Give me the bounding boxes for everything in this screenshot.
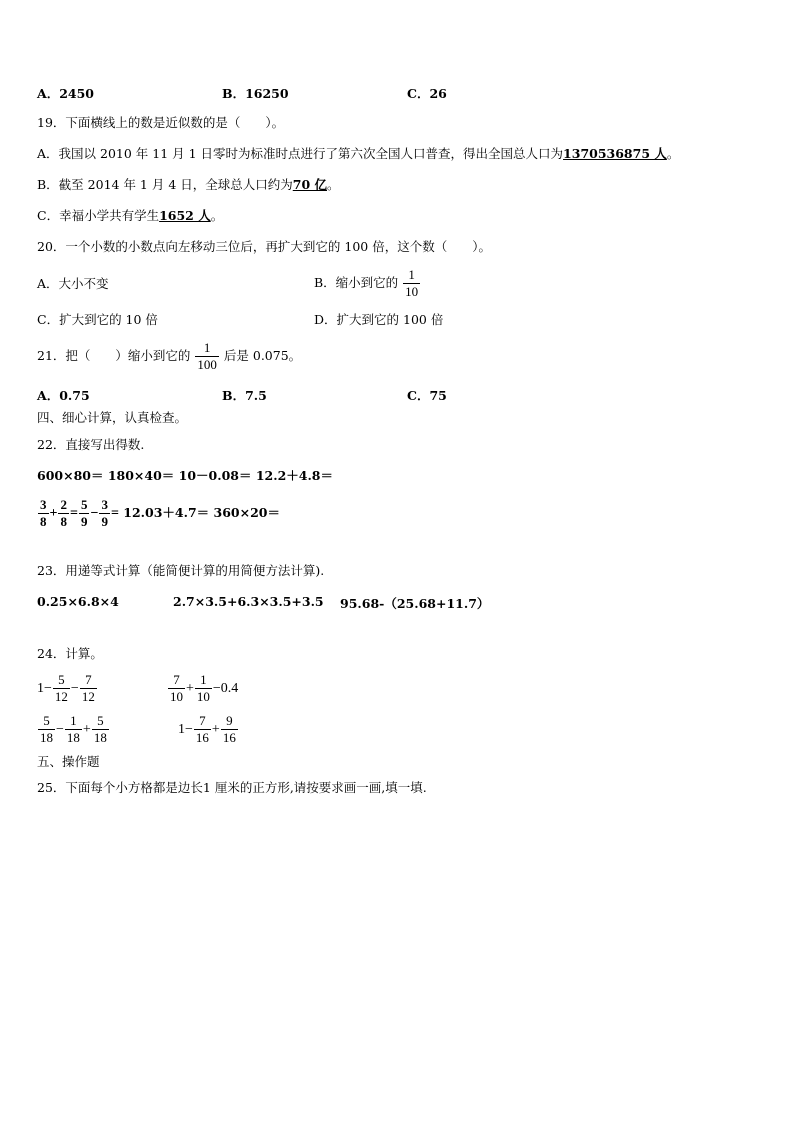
q18-option-c: C．26 bbox=[407, 86, 447, 101]
equals-sign: = bbox=[110, 506, 119, 521]
fraction bbox=[53, 673, 70, 704]
fraction-numerator: 1 bbox=[70, 713, 77, 728]
fraction-numerator: 7 bbox=[199, 713, 206, 728]
q20-option-d: D．扩大到它的 100 倍 bbox=[314, 312, 444, 327]
q22-fraction-3 bbox=[79, 498, 90, 529]
fraction-numerator: 3 bbox=[40, 497, 47, 512]
fraction-denominator: 8 bbox=[60, 514, 67, 529]
q18-option-a: A．2450 bbox=[37, 86, 94, 101]
q22-row-2 bbox=[37, 496, 280, 531]
q19-b-underlined: 70 亿 bbox=[292, 177, 327, 192]
q18-option-b: B．16250 bbox=[222, 86, 289, 101]
operator: − bbox=[70, 681, 79, 696]
q20-option-a: A．大小不变 bbox=[37, 276, 109, 291]
fraction-numerator: 7 bbox=[173, 672, 180, 687]
section-5-heading: 五、操作题 bbox=[37, 754, 100, 769]
section-4-heading: 四、细心计算，认真检查。 bbox=[37, 410, 188, 425]
q24-expression-2 bbox=[167, 671, 238, 706]
q19-option-c bbox=[37, 208, 223, 224]
fraction-numerator: 1 bbox=[200, 672, 207, 687]
operator: + bbox=[186, 681, 194, 696]
expression-tail: −0.4 bbox=[212, 681, 239, 696]
fraction bbox=[65, 714, 82, 745]
fraction-denominator: 9 bbox=[101, 514, 108, 529]
q24-stem: 24．计算。 bbox=[37, 646, 103, 661]
q22-fraction-1 bbox=[38, 498, 49, 529]
fraction-numerator: 3 bbox=[101, 497, 108, 512]
q20-stem: 20．一个小数的小数点向左移动三位后，再扩大到它的 100 倍，这个数（ ）。 bbox=[37, 239, 491, 254]
fraction-denominator: 18 bbox=[40, 730, 53, 745]
expression-lead: 1− bbox=[178, 722, 193, 737]
q22-fraction-2 bbox=[58, 498, 69, 529]
q20-b-text: B．缩小到它的 bbox=[314, 275, 399, 290]
q19-option-a bbox=[37, 146, 679, 162]
q22-fraction-4 bbox=[99, 498, 110, 529]
q22-row-2-rest: 12.03＋4.7＝ 360×20＝ bbox=[118, 505, 280, 520]
fraction bbox=[195, 673, 212, 704]
fraction bbox=[221, 714, 238, 745]
q23-expression-2: 2.7×3.5+6.3×3.5+3.5 bbox=[173, 594, 324, 609]
q24-expression-1 bbox=[37, 671, 98, 706]
operator: + bbox=[82, 722, 91, 737]
q19-a-end: 。 bbox=[666, 146, 680, 161]
plus-sign: + bbox=[49, 506, 58, 521]
fraction-numerator: 5 bbox=[43, 713, 50, 728]
fraction-numerator: 1 bbox=[203, 340, 211, 355]
fraction-denominator: 18 bbox=[93, 730, 107, 745]
q19-b-text: B．截至 2014 年 1 月 4 日，全球总人口约为 bbox=[37, 177, 293, 192]
q19-option-b bbox=[37, 177, 340, 193]
q23-expression-1: 0.25×6.8×4 bbox=[37, 594, 119, 609]
q23-expression-3: 95.68-（25.68+11.7） bbox=[340, 596, 490, 611]
q20-option-c: C．扩大到它的 10 倍 bbox=[37, 312, 158, 327]
q23-stem: 23．用递等式计算（能简便计算的用简便方法计算). bbox=[37, 563, 325, 578]
fraction-denominator: 18 bbox=[66, 730, 80, 745]
operator: + bbox=[211, 722, 220, 737]
q19-c-end: 。 bbox=[210, 208, 224, 223]
q21-option-b: B．7.5 bbox=[222, 388, 267, 403]
q19-b-end: 。 bbox=[327, 177, 340, 192]
fraction-denominator: 100 bbox=[197, 357, 217, 372]
fraction bbox=[168, 673, 185, 704]
operator: − bbox=[56, 722, 64, 737]
q21-text-before: 21．把（ ）缩小到它的 bbox=[37, 348, 191, 363]
q21-fraction bbox=[195, 341, 219, 372]
q19-c-underlined: 1652 人 bbox=[159, 208, 211, 223]
q21-text-after: 后是 0.075。 bbox=[223, 348, 302, 363]
q24-expression-3 bbox=[37, 712, 110, 747]
fraction-denominator: 10 bbox=[405, 284, 419, 299]
q19-stem: 19．下面横线上的数是近似数的是（ ）。 bbox=[37, 115, 285, 130]
q19-c-text: C．幸福小学共有学生 bbox=[37, 208, 160, 223]
fraction-numerator: 7 bbox=[85, 672, 92, 687]
minus-sign: − bbox=[90, 506, 99, 521]
q24-expression-4 bbox=[178, 712, 239, 747]
q22-stem: 22．直接写出得数. bbox=[37, 437, 145, 452]
fraction-numerator: 5 bbox=[80, 497, 88, 512]
fraction bbox=[80, 673, 97, 704]
fraction-denominator: 16 bbox=[222, 730, 236, 745]
fraction-denominator: 10 bbox=[196, 689, 210, 704]
fraction-denominator: 10 bbox=[170, 689, 183, 704]
fraction-numerator: 5 bbox=[97, 713, 104, 728]
expression-lead: 1− bbox=[37, 681, 52, 696]
fraction-denominator: 12 bbox=[81, 689, 95, 704]
fraction bbox=[38, 714, 55, 745]
fraction-denominator: 12 bbox=[54, 689, 68, 704]
fraction-numerator: 9 bbox=[226, 713, 233, 728]
equals-sign: = bbox=[69, 506, 78, 521]
fraction bbox=[194, 714, 211, 745]
q25-stem: 25．下面每个小方格都是边长1 厘米的正方形,请按要求画一画,填一填. bbox=[37, 780, 427, 795]
fraction-numerator: 1 bbox=[408, 267, 415, 282]
q21-stem bbox=[37, 339, 301, 373]
q22-row-1: 600×80＝ 180×40＝ 10－0.08＝ 12.2＋4.8＝ bbox=[37, 468, 334, 483]
q20-b-fraction bbox=[403, 268, 420, 299]
q20-option-b bbox=[314, 266, 421, 300]
fraction-denominator: 9 bbox=[80, 514, 88, 529]
fraction-denominator: 8 bbox=[40, 514, 47, 529]
q21-option-a: A．0.75 bbox=[37, 388, 90, 403]
fraction-numerator: 2 bbox=[60, 497, 67, 512]
fraction bbox=[92, 714, 109, 745]
fraction-numerator: 5 bbox=[58, 672, 65, 687]
q19-a-text: A．我国以 2010 年 11 月 1 日零时为标准时点进行了第六次全国人口普查，得出全国总人口为 bbox=[37, 146, 564, 161]
fraction-denominator: 16 bbox=[195, 730, 209, 745]
q21-option-c: C．75 bbox=[407, 388, 447, 403]
q19-a-underlined: 1370536875 人 bbox=[563, 146, 667, 161]
